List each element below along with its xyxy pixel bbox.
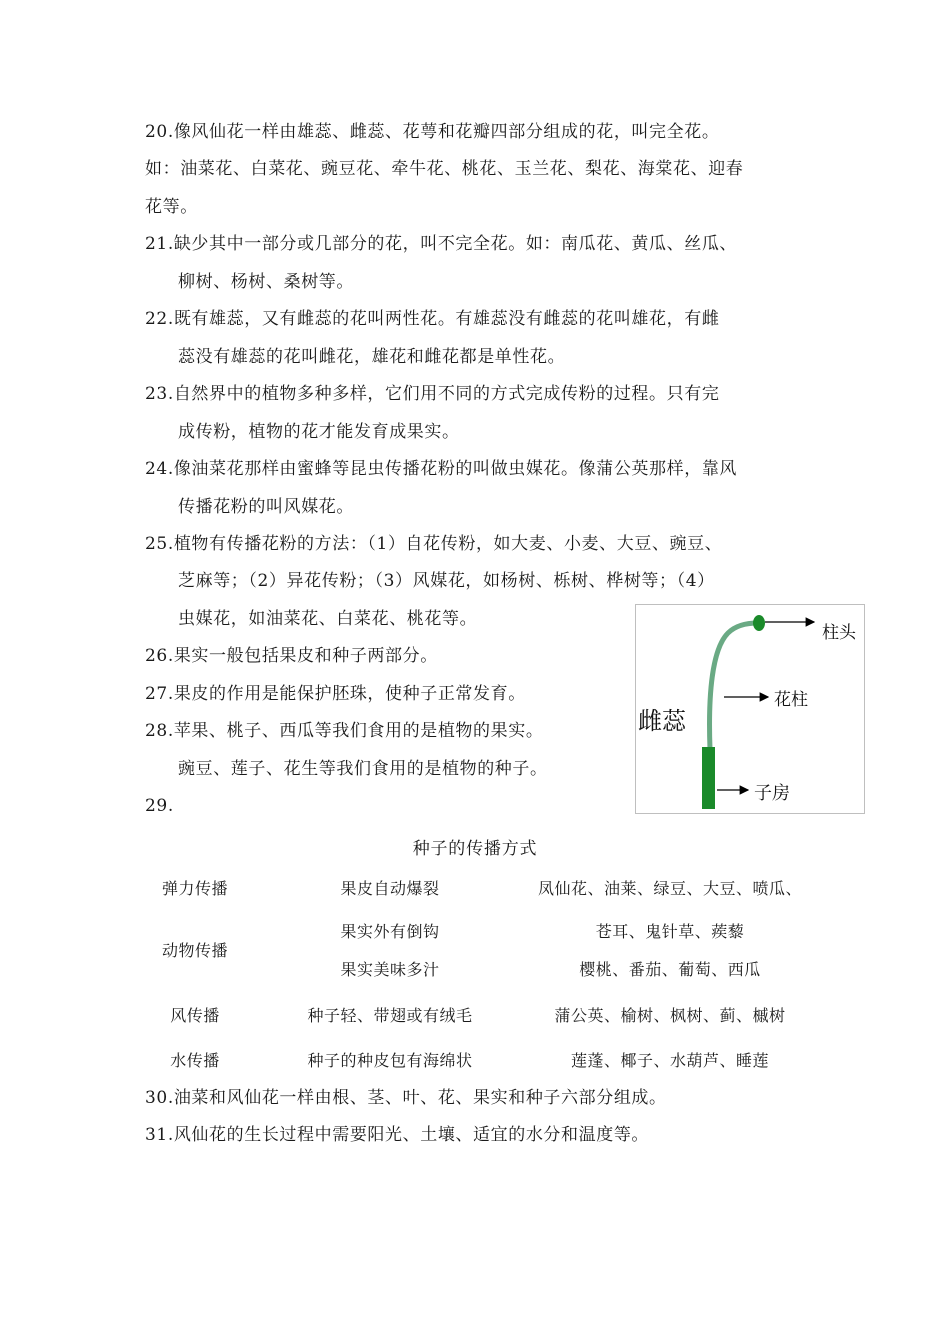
feature-elastic: 果皮自动爆裂 <box>340 879 440 898</box>
style-label: 花柱 <box>774 690 808 710</box>
method-animal: 动物传播 <box>161 941 229 960</box>
stigma-label: 柱头 <box>822 623 856 643</box>
pistil-style-stem <box>710 623 758 749</box>
item-20-line-2: 如：油菜花、白菜花、豌豆花、牵牛花、桃花、玉兰花、梨花、海棠花、迎春 <box>145 159 744 179</box>
item-25-line-1: 25.植物有传播花粉的方法：（1）自花传粉，如大麦、小麦、大豆、豌豆、 <box>145 534 723 554</box>
item-23-line-2: 成传粉，植物的花才能发育成果实。 <box>178 422 460 442</box>
item-21-line-1: 21.缺少其中一部分或几部分的花，叫不完全花。如：南瓜花、黄瓜、丝瓜、 <box>145 234 738 254</box>
item-22-line-2: 蕊没有雄蕊的花叫雌花，雄花和雌花都是单性花。 <box>178 347 566 367</box>
item-30: 30.油菜和风仙花一样由根、茎、叶、花、果实和种子六部分组成。 <box>145 1088 667 1108</box>
method-wind: 风传播 <box>170 1006 220 1025</box>
item-23-line-1: 23.自然界中的植物多种多样，它们用不同的方式完成传粉的过程。只有完 <box>145 384 720 404</box>
item-24-line-2: 传播花粉的叫风媒花。 <box>178 497 354 517</box>
feature-water: 种子的种皮包有海绵状 <box>307 1051 473 1070</box>
pistil-ovary-shape <box>702 747 715 809</box>
feature-animal-hooks: 果实外有倒钩 <box>340 922 440 941</box>
examples-water: 莲蓬、椰子、水葫芦、睡莲 <box>570 1051 770 1070</box>
item-20-line-3: 花等。 <box>145 197 198 217</box>
feature-animal-juicy: 果实美味多汁 <box>340 960 440 979</box>
item-25-line-2: 芝麻等；（2）异花传粉；（3）风媒花，如杨树、栎树、桦树等；（4） <box>178 571 715 591</box>
method-water: 水传播 <box>170 1051 220 1070</box>
examples-elastic: 凤仙花、油莱、绿豆、大豆、喷瓜、 <box>537 879 803 898</box>
ovary-label: 子房 <box>754 783 790 804</box>
feature-wind: 种子轻、带翅或有绒毛 <box>307 1006 473 1025</box>
item-26: 26.果实一般包括果皮和种子两部分。 <box>145 646 438 666</box>
method-elastic: 弹力传播 <box>161 879 229 898</box>
item-27: 27.果皮的作用是能保护胚珠，使种子正常发育。 <box>145 684 526 704</box>
pistil-diagram <box>635 604 865 814</box>
item-22-line-1: 22.既有雄蕊，又有雌蕊的花叫两性花。有雄蕊没有雌蕊的花叫雄花，有雌 <box>145 309 720 329</box>
examples-animal-hooks: 苍耳、鬼针草、蒺藜 <box>595 922 745 941</box>
pistil-title: 雌蕊 <box>638 707 686 735</box>
item-31: 31.风仙花的生长过程中需要阳光、土壤、适宜的水分和温度等。 <box>145 1125 650 1145</box>
item-28-line-1: 28.苹果、桃子、西瓜等我们食用的是植物的果实。 <box>145 721 544 741</box>
item-28-line-2: 豌豆、莲子、花生等我们食用的是植物的种子。 <box>178 759 548 779</box>
item-25-line-3: 虫媒花，如油菜花、白菜花、桃花等。 <box>178 609 478 629</box>
item-20-line-1: 20.像风仙花一样由雄蕊、雌蕊、花萼和花瓣四部分组成的花，叫完全花。 <box>145 122 720 142</box>
item-29: 29. <box>145 796 174 816</box>
seed-table-title: 种子的传播方式 <box>412 839 538 859</box>
pistil-stigma-shape <box>753 615 765 631</box>
item-24-line-1: 24.像油菜花那样由蜜蜂等昆虫传播花粉的叫做虫媒花。像蒲公英那样，靠风 <box>145 459 738 479</box>
examples-animal-juicy: 樱桃、番茄、葡萄、西瓜 <box>579 960 761 979</box>
examples-wind: 蒲公英、榆树、枫树、蓟、槭树 <box>554 1006 786 1025</box>
item-21-line-2: 柳树、杨树、桑树等。 <box>178 272 354 292</box>
